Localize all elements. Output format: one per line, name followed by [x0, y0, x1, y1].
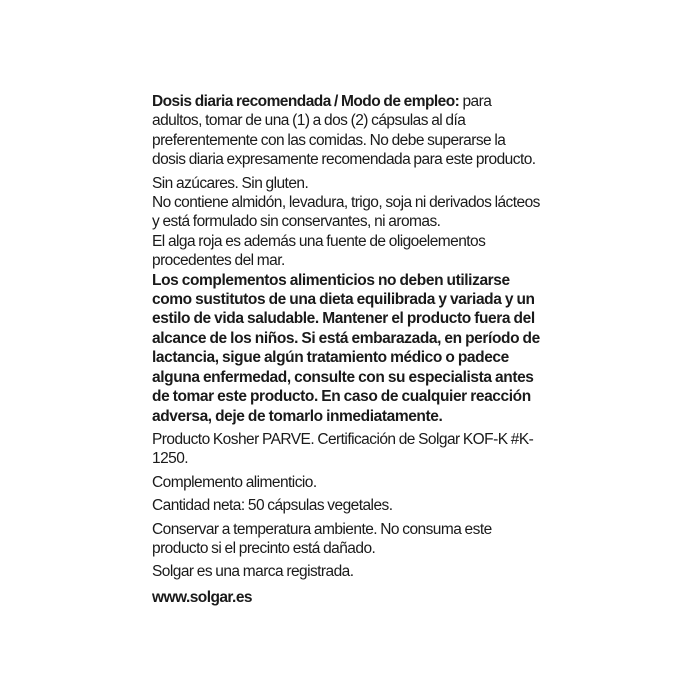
sugar-gluten-free-line: Sin azúcares. Sin gluten.: [152, 174, 309, 192]
net-quantity: Cantidad neta: 50 cápsulas vegetales.: [152, 497, 393, 515]
storage-instructions: Conservar a temperatura ambiente. No consuma este producto si el precinto está dañado.: [152, 520, 492, 557]
website-link[interactable]: www.solgar.es: [152, 588, 252, 606]
dosage-text: para adultos, tomar de una (1) a dos (2) cápsulas al día preferentemente con las comidas. No debe superarse la dosis diaria expresamente recomendada para este producto.: [152, 93, 536, 169]
product-label-text: [152, 92, 542, 611]
dosage-heading: Dosis diaria recomendada / Modo de empleo:: [152, 93, 460, 110]
dosage-paragraph: [152, 92, 542, 170]
red-algae-line: El alga roja es además una fuente de oligoelementos procedentes del mar.: [152, 232, 486, 270]
trademark-notice: Solgar es una marca registrada.: [152, 563, 354, 581]
product-category: Complemento alimenticio.: [152, 473, 317, 491]
warning-paragraph: Los complementos alimenticios no deben utilizarse como sustitutos de una dieta equilibrada y variada y un estilo de vida saludable. Mantener el producto fuera del alcance de los niños. Si está embarazada, en período de lactancia, sigue algún tratamiento médico o padece alguna enfermedad, consulte con su especialista antes de tomar este producto. En caso de cualquier reacción adversa, deje de tomarlo inmediatamente.: [152, 271, 540, 425]
allergen-free-line: No contiene almidón, levadura, trigo, soja ni derivados lácteos y está formulado sin conservantes, ni aromas.: [152, 194, 540, 231]
kosher-certification: Producto Kosher PARVE. Certificación de Solgar KOF-K #K-1250.: [152, 430, 534, 468]
